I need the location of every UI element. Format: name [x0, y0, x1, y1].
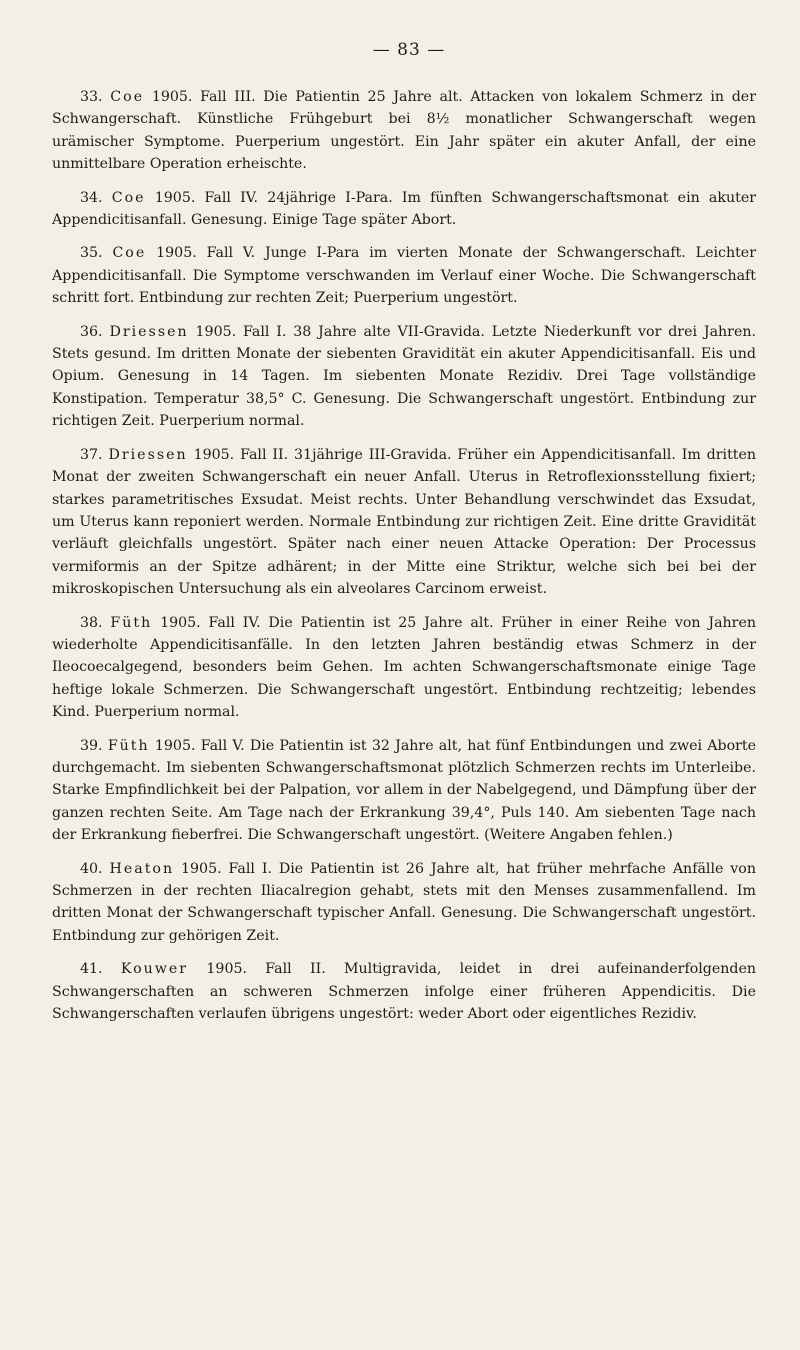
- case-text: 1905. Fall III. Die Patientin 25 Jahre alt. Attacken von lokalem Schmerz in der Schwangerschaft. Künstliche Frühgeburt bei 8½ monatlicher Schwangerschaft wegen urämischer Symptome. Puerperium ungestört. Ein Jahr später ein akuter Anfall, der eine unmittelbare Operation erheischte.: [52, 89, 756, 173]
- case-paragraph: [52, 958, 756, 1025]
- case-number: 36.: [80, 323, 103, 340]
- case-paragraph: [52, 86, 756, 176]
- document-page: [52, 40, 756, 1036]
- case-text: 1905. Fall I. 38 Jahre alte VII-Gravida. Letzte Niederkunft vor drei Jahren. Stets gesund. Im dritten Monate der siebenten Gravidität ein akuter Appendicitisanfall. Eis und Opium. Genesung in 14 Tagen. Im siebenten Monate Rezidiv. Drei Tage vollständige Konstipation. Temperatur 38,5° C. Genesung. Die Schwangerschaft ungestört. Entbindung zur richtigen Zeit. Puerperium normal.: [52, 323, 756, 430]
- case-author: Füth: [110, 614, 153, 631]
- case-number: 37.: [80, 446, 103, 463]
- case-number: 35.: [80, 245, 103, 262]
- case-paragraph: [52, 444, 756, 601]
- case-text: 1905. Fall IV. 24jährige I-Para. Im fünften Schwangerschaftsmonat ein akuter Appendicitisanfall. Genesung. Einige Tage später Abort.: [52, 189, 757, 229]
- case-author: Driessen: [109, 323, 189, 340]
- case-author: Coe: [110, 89, 145, 105]
- case-number: 34.: [80, 189, 103, 206]
- case-author: Coe: [111, 189, 146, 206]
- case-number: 38.: [80, 614, 103, 631]
- case-author: Coe: [112, 245, 147, 262]
- case-paragraph: [52, 321, 756, 433]
- case-text: 1905. Fall IV. Die Patientin ist 25 Jahre alt. Früher in einer Reihe von Jahren wiederholte Appendicitisanfälle. In den letzten Jahren beständig etwas Schmerz in der Ileocoecalgegend, besonders beim Gehen. Im achten Schwangerschaftsmonate einige Tage heftige lokale Schmerzen. Die Schwangerschaft ungestört. Entbindung rechtzeitig; lebendes Kind. Puerperium normal.: [52, 614, 756, 721]
- case-paragraph: [52, 242, 756, 309]
- case-text: 1905. Fall V. Junge I-Para im vierten Monate der Schwangerschaft. Leichter Appendicitisanfall. Die Symptome verschwanden im Verlauf einer Woche. Die Schwangerschaft schritt fort. Entbindung zur rechten Zeit; Puerperium ungestört.: [52, 245, 756, 307]
- case-paragraph: [52, 612, 756, 724]
- case-author: Heaton: [109, 860, 175, 877]
- case-text: 1905. Fall II. Multigravida, leidet in drei aufeinanderfolgenden Schwangerschaften an schweren Schmerzen infolge einer früheren Appendicitis. Die Schwangerschaften verlaufen übrigens ungestört: weder Abort oder eigentliches Rezidiv.: [52, 961, 756, 1023]
- case-paragraph: [52, 735, 756, 847]
- page-number: — 83 —: [372, 40, 446, 60]
- case-text: 1905. Fall II. 31jährige III-Gravida. Früher ein Appendicitisanfall. Im dritten Monat der zweiten Schwangerschaft ein neuer Anfall. Uterus in Retroflexionsstellung fixiert; starkes parametritisches Exsudat. Meist rechts. Unter Behandlung verschwindet das Exsudat, um Uterus kann reponiert werden. Normale Entbindung zur richtigen Zeit. Eine dritte Gravidität verläuft gleichfalls ungestört. Später nach einer neuen Attacke Operation: Der Processus vermiformis an der Spitze adhärent; in der Mitte eine Striktur, welche sich bei bei der mikroskopischen Untersuchung als ein alveolares Carcinom erweist.: [52, 446, 757, 598]
- case-author: Füth: [107, 737, 150, 754]
- case-number: 33.: [80, 89, 103, 105]
- case-text: 1905. Fall I. Die Patientin ist 26 Jahre alt, hat früher mehrfache Anfälle von Schmerzen in der rechten Iliacalregion gehabt, stets mit den Menses zusammenfallend. Im dritten Monat der Schwangerschaft typischer Anfall. Genesung. Die Schwangerschaft ungestört. Entbindung zur gehörigen Zeit.: [52, 860, 756, 944]
- case-author: Driessen: [108, 446, 188, 463]
- case-number: 40.: [80, 860, 103, 877]
- case-text: 1905. Fall V. Die Patientin ist 32 Jahre alt, hat fünf Entbindungen und zwei Aborte durchgemacht. Im siebenten Schwangerschaftsmonat plötzlich Schmerzen rechts im Unterleibe. Starke Empfindlichkeit bei der Palpation, vor allem in der Nabelgegend, und Dämpfung über der ganzen rechten Seite. Am Tage nach der Erkrankung 39,4°, Puls 140. Am siebenten Tage nach der Erkrankung fieberfrei. Die Schwangerschaft ungestört. (Weitere Angaben fehlen.): [52, 737, 757, 844]
- case-number: 41.: [80, 961, 103, 978]
- case-number: 39.: [80, 737, 103, 754]
- case-paragraph: [52, 187, 756, 232]
- case-paragraph: [52, 858, 756, 948]
- case-author: Kouwer: [120, 961, 189, 978]
